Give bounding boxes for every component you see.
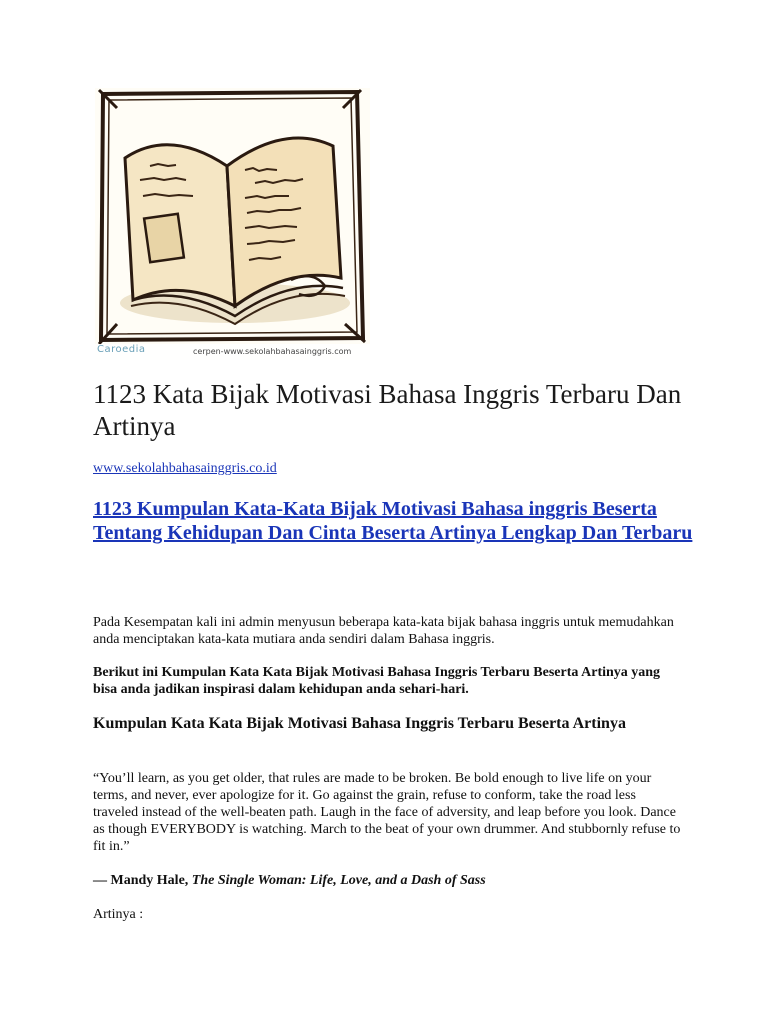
attribution-author: — Mandy Hale,: [93, 873, 192, 888]
intro-paragraph: Pada Kesempatan kali ini admin menyusun beberapa kata-kata bijak bahasa inggris untuk memudahkan anda menciptakan kata-kata mutiara anda sendiri dalam Bahasa inggris.: [93, 615, 674, 647]
article-title: 1123 Kata Bijak Motivasi Bahasa Inggris Terbaru Dan Artinya: [93, 379, 682, 441]
open-book-sketch: [95, 88, 370, 346]
quote-paragraph: “You’ll learn, as you get older, that rules are made to be broken. Be bold enough to live life on your terms, and never, ever apologize for it. Go against the grain, refuse to conform, take the road less traveled instead of the well-beaten path. Laugh in the face of adversity, and leap before you look. Dance as though EVERYBODY is watching. March to the beat of your own drummer. And stubbornly refuse to fit in.”: [93, 771, 681, 854]
attribution-book-title: The Single Woman: Life, Love, and a Dash of Sass: [191, 873, 486, 888]
book-illustration: [95, 88, 370, 360]
section-heading: Kumpulan Kata Kata Bijak Motivasi Bahasa Inggris Terbaru Beserta Artinya: [93, 715, 626, 732]
image-watermark: [95, 344, 370, 360]
site-url-link[interactable]: www.sekolahbahasainggris.co.id: [93, 461, 277, 476]
artinya-label: Artinya :: [93, 907, 144, 922]
subtitle-link[interactable]: 1123 Kumpulan Kata-Kata Bijak Motivasi Bahasa inggris Beserta Tentang Kehidupan Dan Cinta Beserta Artinya Lengkap Dan Terbaru: [93, 498, 693, 544]
quote-attribution: [93, 872, 683, 889]
bold-intro-paragraph: Berikut ini Kumpulan Kata Kata Bijak Motivasi Bahasa Inggris Terbaru Beserta Artinya yang bisa anda jadikan inspirasi dalam kehidupan anda sehari-hari.: [93, 665, 661, 697]
watermark-url: cerpen-www.sekolahbahasainggris.com: [193, 347, 352, 356]
watermark-logo: Caroedia: [97, 344, 146, 355]
